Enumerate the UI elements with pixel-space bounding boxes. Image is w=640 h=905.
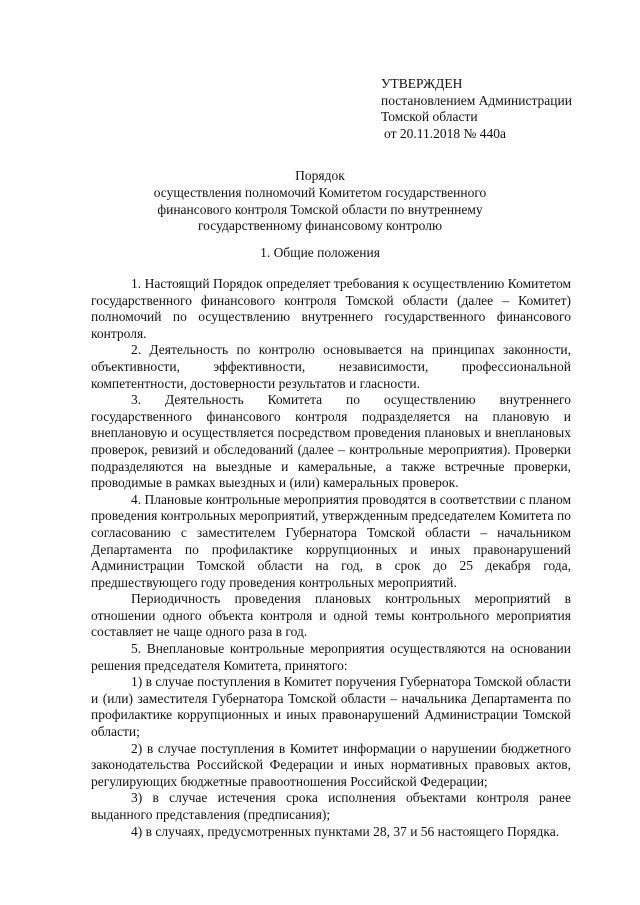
paragraph: 1. Настоящий Порядок определяет требования к осуществлению Комитетом государственного финансового контроля Томской области (далее – Комитет) полномочий по осуществлению внутреннего государственного финансового контроля. bbox=[91, 276, 571, 341]
paragraph: 1) в случае поступления в Комитет поручения Губернатора Томской области и (или) заместителя Губернатора Томской области – начальника Департамента по профилактике коррупционных и иных правонарушений Администрации Томской области; bbox=[91, 674, 571, 740]
paragraph: 2. Деятельность по контролю основывается на принципах законности, объективности, эффективности, независимости, профессиональной компетентности, достоверности результатов и гласности. bbox=[91, 342, 571, 391]
title-line: финансового контроля Томской области по внутреннему bbox=[157, 201, 483, 217]
approval-date: от 20.11.2018 № 440а bbox=[384, 125, 506, 141]
paragraph: 5. Внеплановые контрольные мероприятия осуществляются на основании решения председателя Комитета, принятого: bbox=[91, 641, 571, 673]
paragraph: 4. Плановые контрольные мероприятия проводятся в соответствии с планом проведения контрольных мероприятий, утвержденным председателем Комитета по согласованию с заместителем Губернатора Томской области – начальником Департамента по профилактике коррупционных и иных правонарушений Администрации Томской области на год, в срок до 25 декабря года, предшествующего году проведения контрольных мероприятий. bbox=[91, 491, 571, 590]
paragraph: 3) в случае истечения срока исполнения объектами контроля ранее выданного представления (предписания); bbox=[91, 790, 571, 822]
paragraph: Периодичность проведения плановых контрольных мероприятий в отношении одного объекта контроля и одной темы контрольного мероприятия составляет не чаще одного раза в год. bbox=[91, 591, 571, 640]
approval-authority: Томской области bbox=[381, 109, 478, 124]
title-line: осуществления полномочий Комитетом государственного bbox=[153, 184, 487, 200]
title-line: Порядок bbox=[295, 168, 345, 183]
document-body bbox=[91, 276, 571, 840]
title-line: государственному финансовому контролю bbox=[197, 218, 443, 234]
paragraph: 3. Деятельность Комитета по осуществлению внутреннего государственного финансового контроля подразделяется на плановую и внеплановую и осуществляется посредством проведения плановых и внеплановых проверок, ревизий и обследований (далее – контрольные мероприятия). Проверки подразделяются на выездные и камеральные, а также встречные проверки, проводимые в рамках выездных и (или) камеральных проверок. bbox=[91, 392, 571, 491]
approval-heading: УТВЕРЖДЕН bbox=[381, 76, 463, 91]
approval-act: постановлением Администрации bbox=[381, 92, 572, 108]
approval-stamp bbox=[381, 76, 611, 142]
paragraph: 4) в случаях, предусмотренных пунктами 28, 37 и 56 настоящего Порядка. bbox=[131, 823, 560, 839]
document-title bbox=[100, 168, 540, 235]
section-heading: 1. Общие положения bbox=[260, 245, 380, 260]
paragraph: 2) в случае поступления в Комитет информации о нарушении бюджетного законодательства Российской Федерации и иных нормативных правовых актов, регулирующих бюджетные правоотношения Российской Федерации; bbox=[91, 740, 571, 789]
